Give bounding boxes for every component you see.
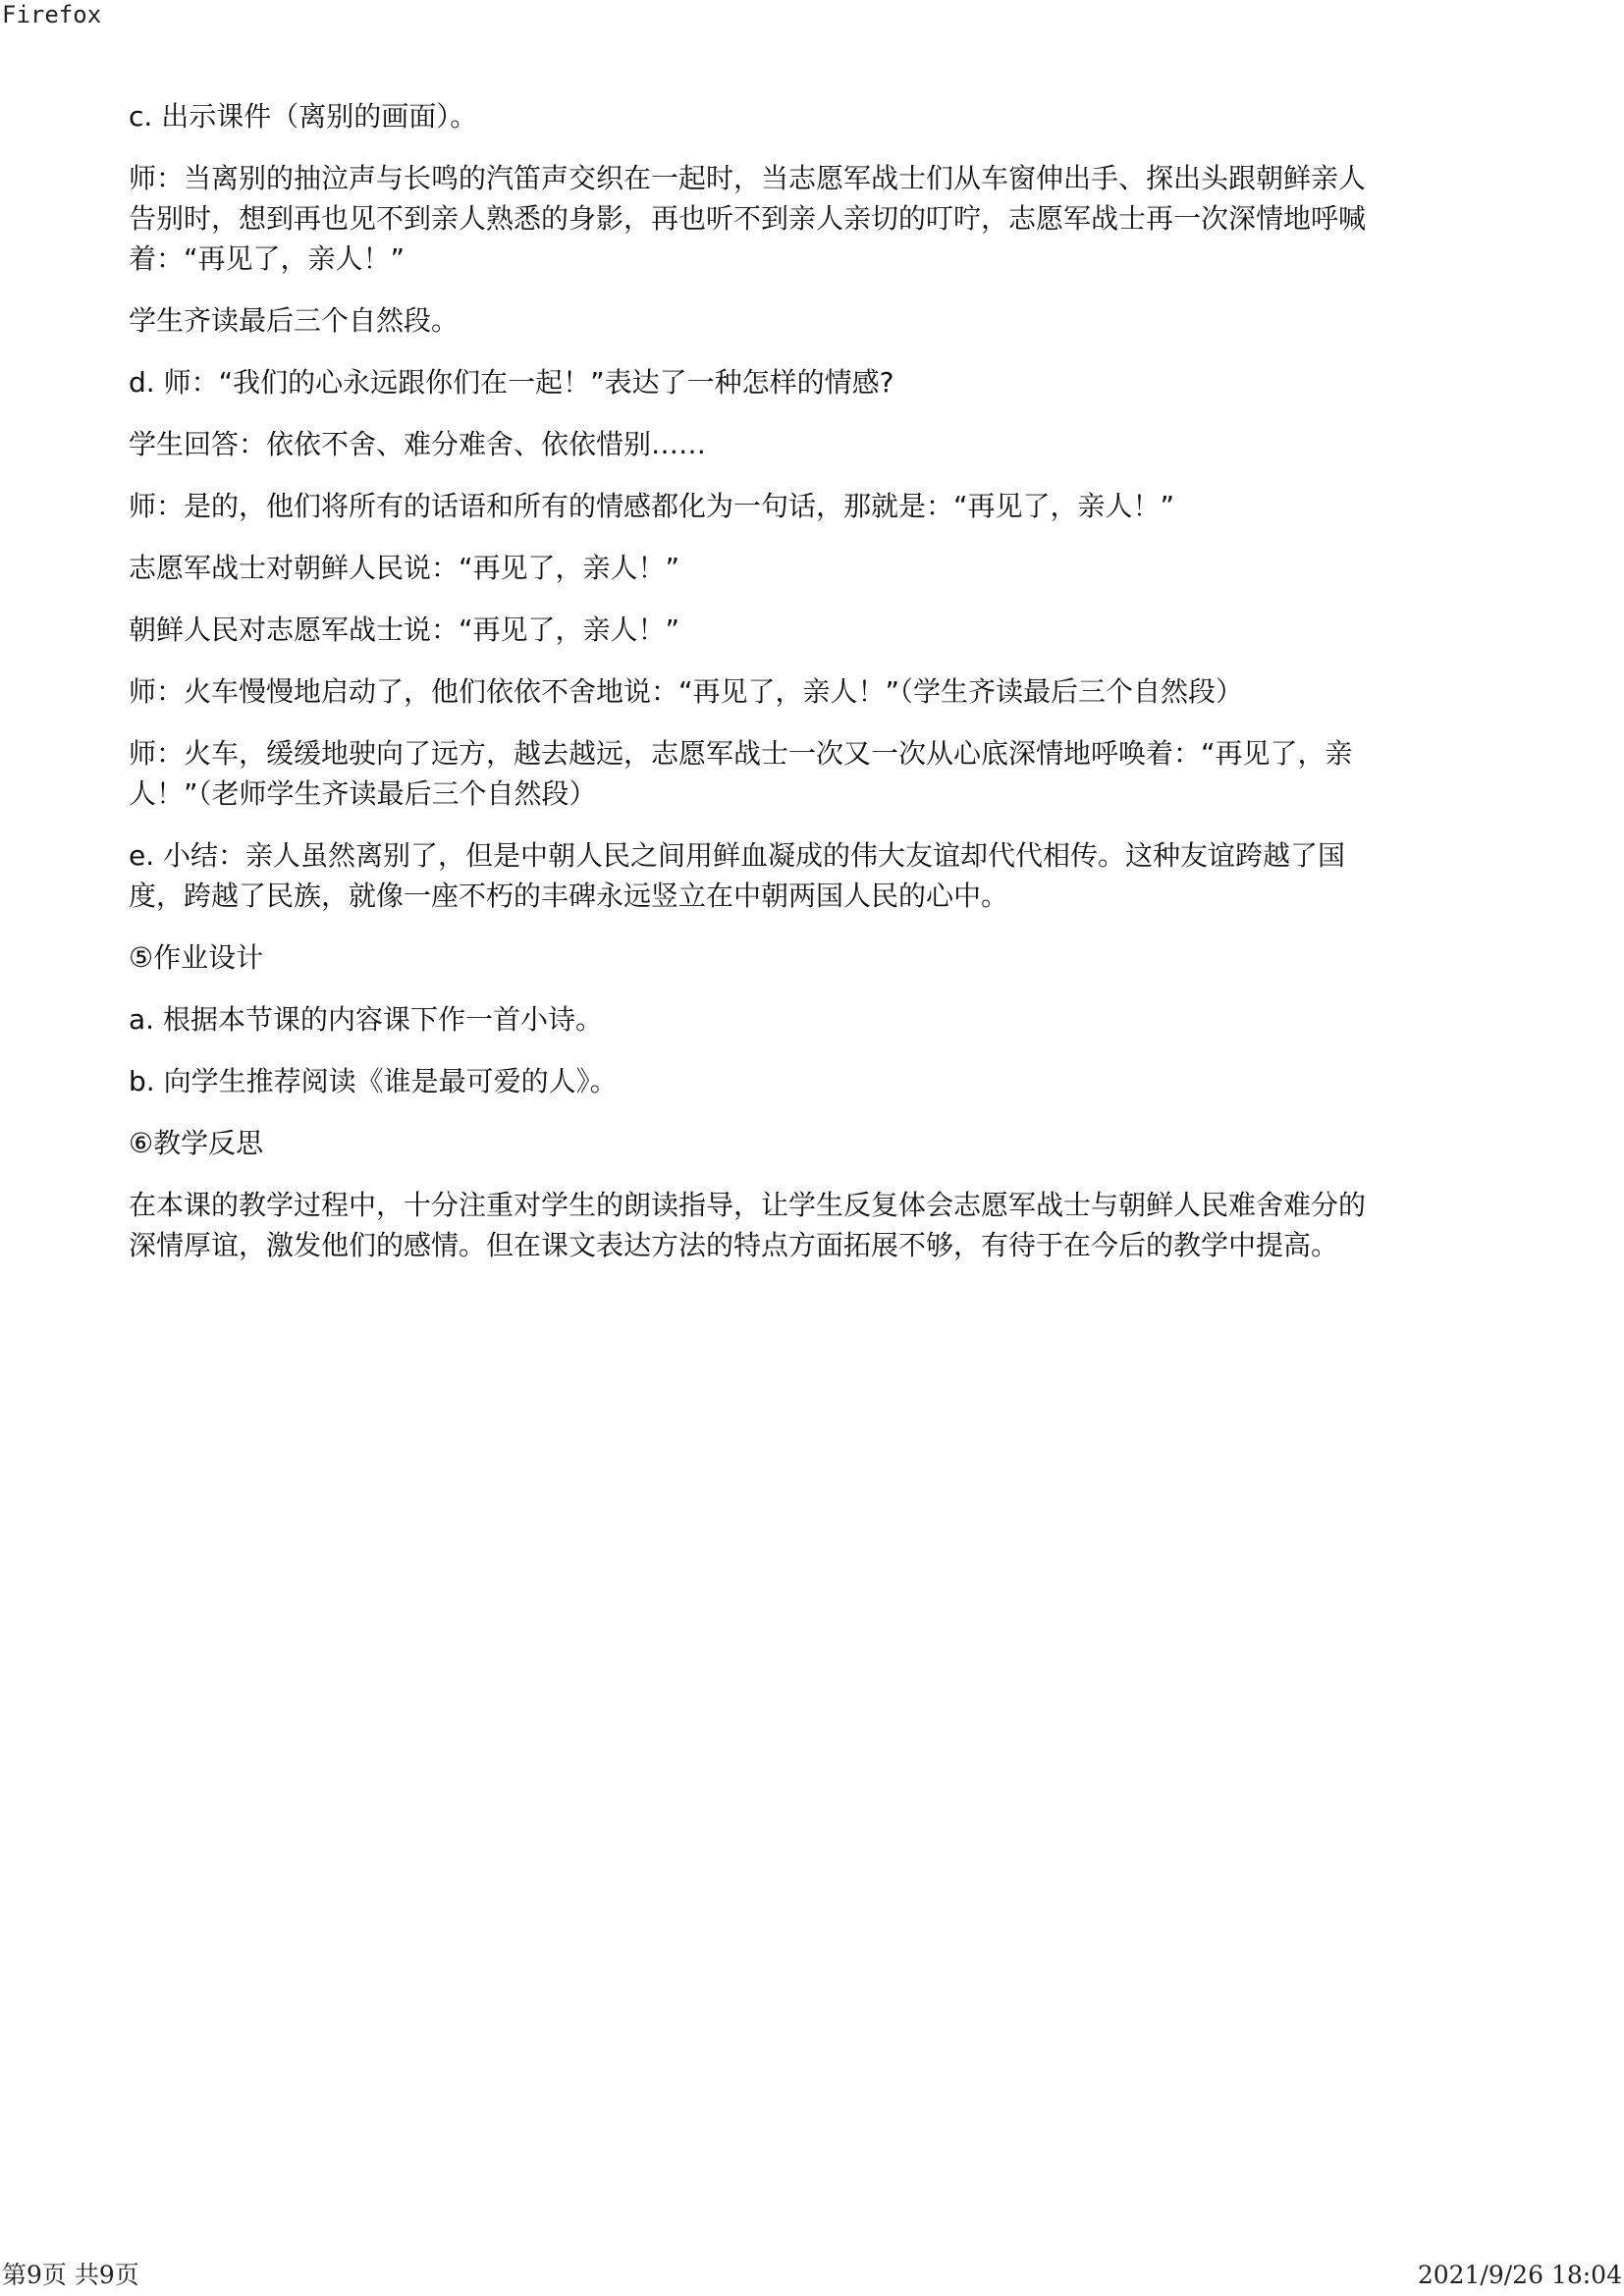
paragraph-teacher-farewell: 师：当离别的抽泣声与长鸣的汽笛声交织在一起时，当志愿军战士们从车窗伸出手、探出头跟朝鲜亲人告别时，想到再也见不到亲人熟悉的身影，再也听不到亲人亲切的叮咛，志愿军战士再一次深情地呼喊着：“再见了，亲人！” xyxy=(129,162,1367,275)
paragraph-show-courseware: c. 出示课件（离别的画面）。 xyxy=(129,100,478,133)
paragraph-train-starts: 师：火车慢慢地启动了，他们依依不舍地说：“再见了，亲人！”（学生齐读最后三个自然段） xyxy=(129,675,1244,708)
paragraph-reflection: 在本课的教学过程中，十分注重对学生的朗读指导，让学生反复体会志愿军战士与朝鲜人民难舍难分的深情厚谊，激发他们的感情。但在课文表达方法的特点方面拓展不够，有待于在今后的教学中提高。 xyxy=(129,1189,1367,1261)
paragraph-volunteers-say: 志愿军战士对朝鲜人民说：“再见了，亲人！” xyxy=(129,552,680,584)
paragraph-homework-poem: a. 根据本节课的内容课下作一首小诗。 xyxy=(129,1003,603,1036)
paragraph-question-emotion: d. 师：“我们的心永远跟你们在一起！”表达了一种怎样的情感? xyxy=(129,366,894,399)
paragraph-teacher-summary-phrase: 师：是的，他们将所有的话语和所有的情感都化为一句话，那就是：“再见了，亲人！” xyxy=(129,490,1175,522)
paragraph-students-read: 学生齐读最后三个自然段。 xyxy=(129,304,460,337)
document-body xyxy=(129,96,1376,1287)
paragraph-student-answer: 学生回答：依依不舍、难分难舍、依依惜别…… xyxy=(129,428,707,460)
paragraph-train-departs: 师：火车，缓缓地驶向了远方，越去越远，志愿军战士一次又一次从心底深情地呼唤着：“再见了，亲人！”（老师学生齐读最后三个自然段） xyxy=(129,737,1353,810)
section-heading-reflection: ⑥教学反思 xyxy=(129,1127,264,1159)
print-datetime: 2021/9/26 18:04 xyxy=(1417,2261,1622,2289)
section-heading-homework: ⑤作业设计 xyxy=(129,941,264,974)
page-number: 第9页 共9页 xyxy=(2,2261,139,2289)
browser-name-header: Firefox xyxy=(2,1,102,28)
paragraph-koreans-say: 朝鲜人民对志愿军战士说：“再见了，亲人！” xyxy=(129,614,680,646)
paragraph-conclusion: e. 小结：亲人虽然离别了，但是中朝人民之间用鲜血凝成的伟大友谊却代代相传。这种友谊跨越了国度，跨越了民族，就像一座不朽的丰碑永远竖立在中朝两国人民的心中。 xyxy=(129,839,1346,912)
paragraph-homework-reading: b. 向学生推荐阅读《谁是最可爱的人》。 xyxy=(129,1065,618,1097)
